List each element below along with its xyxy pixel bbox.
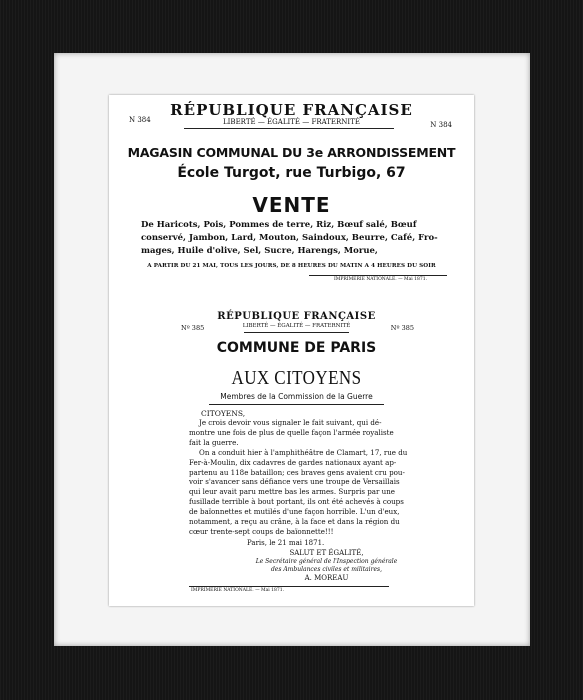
poster2-printer: IMPRIMERIE NATIONALE. — Mai 1871. [191,588,285,593]
poster1-schedule: A PARTIR DU 21 MAI, TOUS LES JOURS, DE 8 HEURES DU MATIN A 4 HEURES DU SOIR [147,263,436,269]
poster2-body-line: fusillade terrible à bout portant, ils ont été achevés à coups [189,497,404,507]
poster2-number-right: Nº 385 [390,324,414,332]
poster1-header: RÉPUBLIQUE FRANÇAISE [170,101,413,119]
poster1-rule-bottom [309,275,447,276]
poster2-body-line: notamment, a reçu au crâne, à la face et dans la région du [189,517,400,527]
poster2-rule-top [244,332,349,333]
poster2-body-line: On a conduit hier à l'amphithéâtre de Clamart, 17, rue du [199,447,408,457]
poster2-body-line: de baïonnettes et mutilés d'une façon horrible. L'un d'eux, [189,507,400,517]
poster2-closing: SALUT ET ÉGALITÉ, [289,549,364,557]
poster1-goods-line2: conservé, Jambon, Lard, Mouton, Saindoux, Beurre, Café, Fro- [141,233,438,243]
poster2-signature-title1: Le Secrétaire général de l'Inspection générale [255,558,398,565]
poster2-body [189,418,429,537]
poster2-body-line: fait la guerre. [189,437,239,447]
poster2-rule-mid [209,404,384,405]
poster-384 [109,95,474,300]
framed-print [109,95,474,606]
poster1-motto: LIBERTÉ — ÉGALITÉ — FRATERNITÉ [223,118,360,126]
poster1-goods-line3: mages, Huile d'olive, Sel, Sucre, Harengs, Morue, [141,246,378,256]
poster2-signature-name: A. MOREAU [304,574,349,582]
poster2-body-line: Fer-à-Moulin, dix cadavres de gardes nationaux ayant ap- [189,457,397,467]
poster2-title: COMMUNE DE PARIS [216,340,377,356]
poster2-signature-title2: des Ambulances civiles et militaires, [270,566,383,573]
poster2-body-line: qui leur avait paru mettre bas les armes. Surpris par une [189,487,395,497]
poster2-header: RÉPUBLIQUE FRANÇAISE [217,311,376,322]
poster1-rule-top [184,128,394,129]
poster2-body-line: cœur trente-sept coups de baïonnette!!! [189,526,334,536]
poster1-title-line1: MAGASIN COMMUNAL DU 3e ARRONDISSEMENT [127,145,456,160]
poster1-number-right: N 384 [430,121,452,129]
poster2-salutation: CITOYENS, [201,409,246,418]
poster2-number-left: Nº 385 [181,324,205,332]
poster-385 [169,307,424,602]
poster1-title-line2: École Turgot, rue Turbigo, 67 [177,165,406,181]
poster2-body-line: Je crois devoir vous signaler le fait suivant, qui dé- [199,418,382,427]
poster2-subheadline: Membres de la Commission de la Guerre [220,392,373,401]
poster1-number-left: N 384 [129,116,151,124]
poster2-headline: AUX CITOYENS [231,367,362,389]
poster2-motto: LIBERTÉ — ÉGALITÉ — FRATERNITÉ [242,323,351,329]
poster1-goods-line1: De Haricots, Pois, Pommes de terre, Riz, Bœuf salé, Bœuf [141,220,417,230]
poster1-vente: VENTE [252,193,331,217]
poster2-body-line: montre une fois de plus de quelle façon l'armée royaliste [189,427,394,437]
poster2-body-line: partenu au 118e bataillon; ces braves gens avaient cru pou- [189,467,405,477]
poster2-date: Paris, le 21 mai 1871. [247,539,325,547]
poster2-body-line: voir s'avancer sans défiance vers une troupe de Versaillais [189,477,400,487]
poster1-printer: IMPRIMERIE NATIONALE. — Mai 1871. [334,277,428,282]
poster2-rule-bottom [189,586,389,587]
